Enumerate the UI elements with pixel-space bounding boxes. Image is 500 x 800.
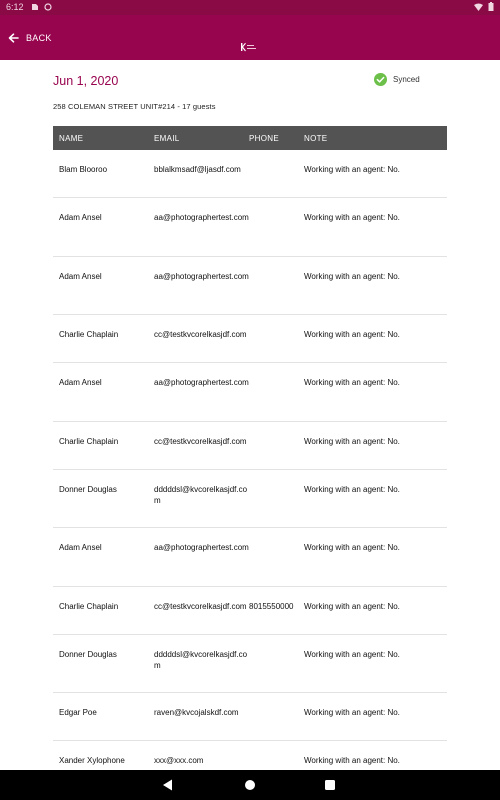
guest-email: cc@testkvcorelkasjdf.com bbox=[154, 330, 247, 339]
guest-email: aa@photographertest.com bbox=[154, 213, 249, 222]
guest-note: Working with an agent: No. bbox=[304, 756, 400, 765]
guest-note: Working with an agent: No. bbox=[304, 330, 400, 339]
arrow-left-icon bbox=[8, 33, 19, 43]
column-header-name: NAME bbox=[59, 134, 84, 143]
guest-note: Working with an agent: No. bbox=[304, 272, 400, 281]
table-row[interactable] bbox=[53, 693, 447, 741]
table-row[interactable] bbox=[53, 528, 447, 587]
nav-home-icon[interactable] bbox=[242, 777, 258, 793]
event-address: 258 COLEMAN STREET UNIT#214 - 17 guests bbox=[53, 102, 216, 111]
guest-name: Adam Ansel bbox=[59, 543, 102, 552]
guest-name: Adam Ansel bbox=[59, 272, 102, 281]
guest-phone: 8015550000 bbox=[249, 602, 294, 611]
event-date: Jun 1, 2020 bbox=[53, 74, 119, 88]
wifi-icon bbox=[474, 3, 483, 11]
guest-table bbox=[53, 126, 447, 770]
system-nav-bar bbox=[0, 770, 500, 800]
app-bar bbox=[0, 15, 500, 60]
guest-name: Donner Douglas bbox=[59, 650, 117, 659]
guest-name: Charlie Chaplain bbox=[59, 437, 119, 446]
guest-email: aa@photographertest.com bbox=[154, 272, 249, 281]
table-row[interactable] bbox=[53, 587, 447, 635]
guest-note: Working with an agent: No. bbox=[304, 437, 400, 446]
guest-email: aa@photographertest.com bbox=[154, 378, 249, 387]
guest-note: Working with an agent: No. bbox=[304, 708, 400, 717]
table-row[interactable] bbox=[53, 257, 447, 315]
sim-card-icon bbox=[31, 3, 39, 11]
guest-note: Working with an agent: No. bbox=[304, 650, 400, 659]
status-bar bbox=[0, 0, 500, 15]
table-row[interactable] bbox=[53, 741, 447, 770]
guest-email: dddddsl@kvcorelkasjdf.com bbox=[154, 485, 248, 505]
guest-name: Charlie Chaplain bbox=[59, 330, 119, 339]
guest-email: raven@kvcojalskdf.com bbox=[154, 708, 239, 717]
guest-name: Edgar Poe bbox=[59, 708, 97, 717]
guest-name: Blam Blooroo bbox=[59, 165, 108, 174]
guest-email: dddddsl@kvcorelkasjdf.com bbox=[154, 650, 248, 670]
guest-note: Working with an agent: No. bbox=[304, 543, 400, 552]
column-header-email: EMAIL bbox=[154, 134, 180, 143]
guest-note: Working with an agent: No. bbox=[304, 378, 400, 387]
back-label: BACK bbox=[26, 33, 52, 43]
column-header-phone: PHONE bbox=[249, 134, 279, 143]
guest-email: xxx@xxx.com bbox=[154, 756, 204, 765]
guest-name: Adam Ansel bbox=[59, 378, 102, 387]
table-row[interactable] bbox=[53, 470, 447, 528]
guest-note: Working with an agent: No. bbox=[304, 165, 400, 174]
table-row[interactable] bbox=[53, 363, 447, 422]
nav-recents-icon[interactable] bbox=[322, 777, 338, 793]
table-row[interactable] bbox=[53, 315, 447, 363]
battery-icon bbox=[488, 2, 494, 11]
table-row[interactable] bbox=[53, 422, 447, 470]
nav-back-icon[interactable] bbox=[160, 777, 176, 793]
sync-status-label: Synced bbox=[393, 75, 420, 84]
back-button[interactable] bbox=[8, 30, 52, 46]
table-row[interactable] bbox=[53, 150, 447, 198]
status-time: 6:12 bbox=[6, 2, 24, 12]
main-content bbox=[0, 60, 500, 770]
table-row[interactable] bbox=[53, 635, 447, 693]
guest-note: Working with an agent: No. bbox=[304, 213, 400, 222]
guest-name: Adam Ansel bbox=[59, 213, 102, 222]
guest-email: cc@testkvcorelkasjdf.com bbox=[154, 437, 247, 446]
guest-email: bblalkmsadf@ljasdf.com bbox=[154, 165, 241, 174]
guest-name: Charlie Chaplain bbox=[59, 602, 119, 611]
guest-note: Working with an agent: No. bbox=[304, 602, 400, 611]
guest-note: Working with an agent: No. bbox=[304, 485, 400, 494]
table-row[interactable] bbox=[53, 198, 447, 257]
column-header-note: NOTE bbox=[304, 134, 328, 143]
table-header bbox=[53, 126, 447, 150]
guest-email: aa@photographertest.com bbox=[154, 543, 249, 552]
brand-logo bbox=[241, 42, 259, 52]
check-circle-icon bbox=[374, 73, 387, 86]
sync-status-icon bbox=[44, 3, 52, 11]
sync-status bbox=[374, 73, 420, 86]
guest-email: cc@testkvcorelkasjdf.com bbox=[154, 602, 247, 611]
guest-name: Xander Xylophone bbox=[59, 756, 125, 765]
guest-name: Donner Douglas bbox=[59, 485, 117, 494]
